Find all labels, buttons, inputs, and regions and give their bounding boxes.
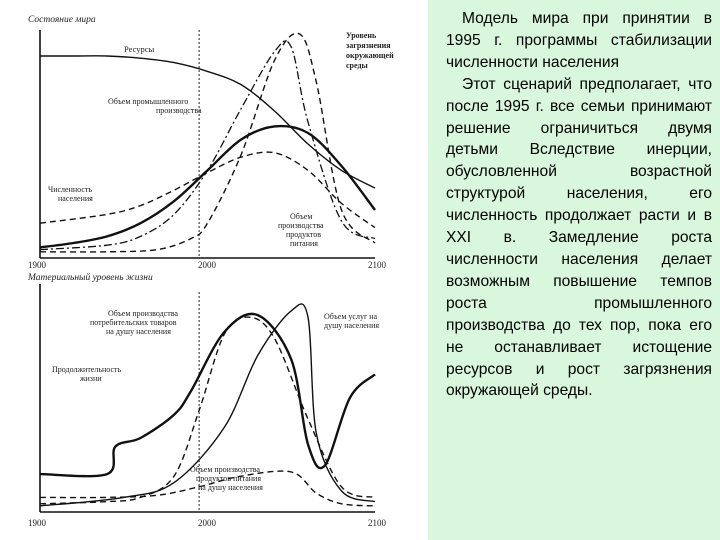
chart-2-series-1 [40,314,375,476]
chart-1-tick-0: 1900 [28,260,46,270]
chart-2 [27,272,387,528]
chart-1-label-industry: Объем промышленного производства [108,97,202,115]
chart-1-title: Состояние мира [28,15,96,25]
chart-1-label-pollution: Уровень загрязнения окружающей среды [346,31,394,70]
description-heading: Модель мира при принятии в 1995 г. программы стабилизации численности населения [446,10,712,71]
chart-1-label-food: Объем производства продуктов питания [278,212,324,248]
chart-1-series-1 [40,33,375,252]
chart-1-series-0 [40,56,375,188]
description-panel [428,0,720,540]
description-body: Этот сценарий предполагает, что после 1995 г. все семьи принимают решение ограничиться двумя детьми Вследствие инерции, обусловленной возрастной структурой населения, его численность продолжает расти и в XXI в. Замедление роста численности населения делает возможным повышение темпов роста промышленного производства до тех пор, пока его не останавливает истощение ресурсов и рост загрязнения окружающей среды. [446,75,712,400]
chart-2-label-life-expectancy: Продолжительность жизни [52,365,122,383]
chart-2-title: Материальный уровень жизни [28,273,153,283]
chart-1-tick-2: 2100 [368,260,386,270]
chart-1-label-resources: Ресурсы [124,44,155,54]
chart-1-label-population: Численность населения [48,185,93,203]
chart-2-label-services: Объем услуг на душу населения [324,312,380,330]
chart-2-label-food-per-capita: Объем производства продуктов питания на душу населения [190,465,263,492]
chart-2-label-consumer-goods: Объем производства потребительских товаров на душу населения [90,309,178,336]
chart-2-tick-2: 2100 [368,518,386,528]
chart-1-tick-1: 2000 [198,260,216,270]
chart-2-tick-0: 1900 [28,518,46,528]
chart-2-tick-1: 2000 [198,518,216,528]
chart-1 [28,15,394,270]
